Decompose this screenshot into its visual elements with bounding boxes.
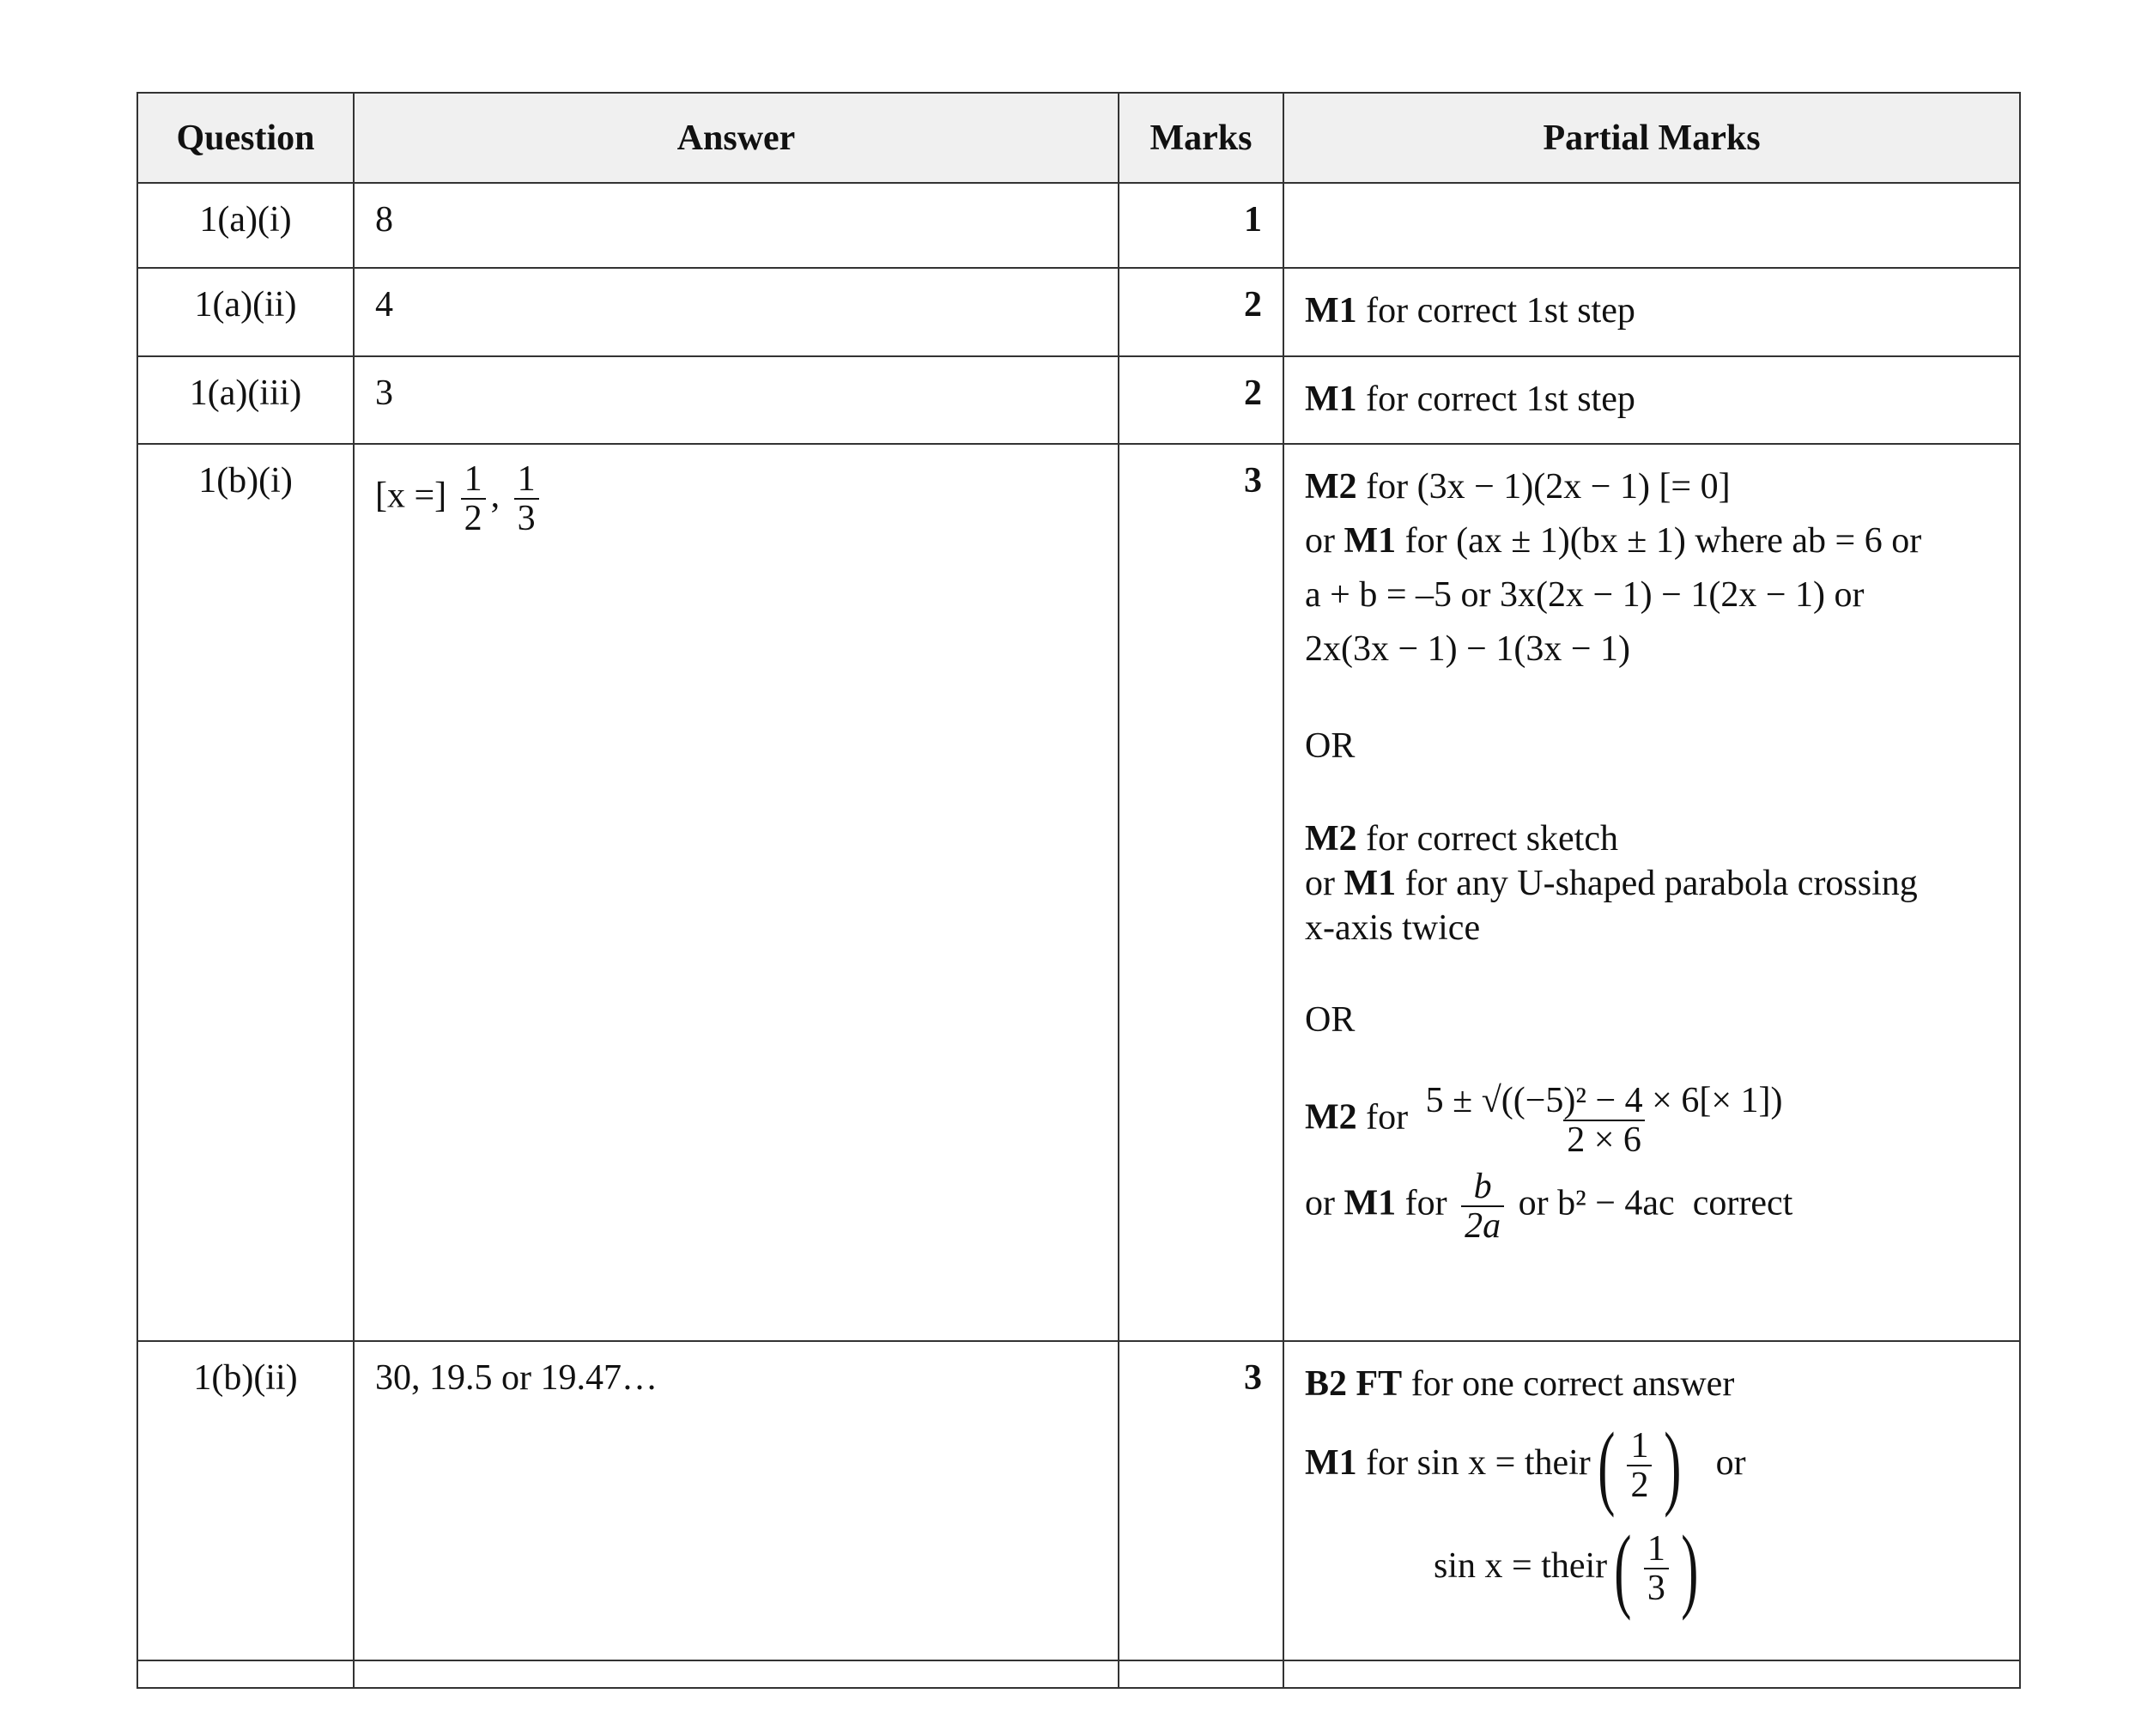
answer-cell: 4 — [354, 268, 1119, 356]
partial-marks-cell — [1283, 1341, 2020, 1660]
or-text: or — [1305, 521, 1335, 561]
answer-cell: 8 — [354, 183, 1119, 268]
mark-code: M1 — [1344, 521, 1397, 561]
or-text: or — [1715, 1443, 1746, 1483]
or-separator: OR — [1305, 726, 1356, 766]
marks-cell: 3 — [1119, 444, 1283, 1341]
mark-code: M1 — [1305, 379, 1357, 419]
fraction — [514, 460, 539, 537]
question-cell: 1(a)(iii) — [137, 356, 354, 444]
quadratic-formula — [1422, 1082, 1786, 1159]
partial-line: 2x(3x − 1) − 1(3x − 1) — [1305, 629, 1631, 669]
mark-code: M1 — [1344, 864, 1397, 903]
partial-line — [1305, 816, 2002, 861]
bracketed-fraction: ( $\frac{1}{3}$ ) — [1614, 1516, 1699, 1622]
fraction-numerator: 1 — [464, 459, 482, 499]
mark-code: M1 — [1305, 291, 1357, 331]
partial-line — [1305, 1514, 2002, 1622]
empty-cell — [354, 1660, 1119, 1688]
table-row — [137, 356, 2020, 444]
fraction-denominator: 2 — [1627, 1465, 1652, 1504]
question-cell: 1(a)(ii) — [137, 268, 354, 356]
partial-marks-cell — [1283, 444, 2020, 1341]
partial-text: correct — [1692, 1183, 1793, 1223]
marks-cell: 1 — [1119, 183, 1283, 268]
partial-text: for any U-shaped parabola crossing — [1404, 864, 1918, 903]
fraction-numerator: 1 — [1647, 1529, 1665, 1569]
question-cell: 1(a)(i) — [137, 183, 354, 268]
partial-marks-cell — [1283, 268, 2020, 356]
fraction — [1644, 1530, 1669, 1607]
marks-cell: 2 — [1119, 268, 1283, 356]
mark-code: M2 — [1305, 1097, 1357, 1138]
partial-line — [1305, 460, 2002, 514]
header-row — [137, 93, 2020, 183]
empty-cell — [1283, 1660, 2020, 1688]
fraction — [1627, 1427, 1652, 1504]
fraction-denominator: 2 — [461, 498, 486, 537]
empty-cell — [137, 1660, 354, 1688]
or-separator: OR — [1305, 1000, 1356, 1040]
partial-text: for correct sketch — [1366, 819, 1618, 859]
marks-cell: 3 — [1119, 1341, 1283, 1660]
or-text: or — [1305, 1183, 1335, 1223]
partial-line: x-axis twice — [1305, 908, 1481, 948]
fraction-numerator: 5 ± √((−5)² − 4 × 6[× 1]) — [1425, 1081, 1783, 1120]
partial-marks-cell — [1283, 356, 2020, 444]
partial-text: for one correct answer — [1410, 1364, 1735, 1404]
fraction-denominator: 2a — [1461, 1205, 1504, 1245]
table-row — [137, 444, 2020, 1341]
mark-code: M1 — [1344, 1183, 1397, 1223]
answer-cell: 30, 19.5 or 19.47… — [354, 1341, 1119, 1660]
fraction — [461, 460, 486, 537]
partial-text: for — [1404, 1183, 1447, 1223]
header-marks: Marks — [1119, 93, 1283, 183]
partial-text: for — [1366, 1097, 1409, 1138]
partial-line — [1305, 1168, 2002, 1245]
mark-code: M2 — [1305, 819, 1357, 859]
fraction-denominator: 2 × 6 — [1563, 1120, 1645, 1159]
table-row — [137, 183, 2020, 268]
answer-prefix: [x =] — [375, 476, 447, 516]
table-row-partial — [137, 1660, 2020, 1688]
partial-line — [1305, 1082, 2002, 1159]
header-answer: Answer — [354, 93, 1119, 183]
partial-line — [1305, 861, 2002, 906]
partial-marks-cell — [1283, 183, 2020, 268]
empty-cell — [1119, 1660, 1283, 1688]
partial-text: for correct 1st step — [1366, 379, 1635, 419]
fraction-numerator: b — [1473, 1167, 1492, 1207]
partial-text: for correct 1st step — [1366, 291, 1635, 331]
partial-text: sin x = their — [1434, 1546, 1608, 1586]
answer-cell — [354, 444, 1119, 1341]
fraction-numerator: 1 — [517, 459, 536, 499]
fraction-numerator: 1 — [1630, 1426, 1649, 1466]
mark-code: M1 — [1305, 1443, 1357, 1483]
fraction — [1461, 1168, 1504, 1245]
table-row — [137, 1341, 2020, 1660]
fraction-denominator: 3 — [514, 498, 539, 537]
fraction-denominator: 3 — [1644, 1568, 1669, 1607]
answer-cell: 3 — [354, 356, 1119, 444]
header-partial-marks: Partial Marks — [1283, 93, 2020, 183]
mark-scheme-table — [136, 92, 2021, 1689]
partial-text: for (ax ± 1)(bx ± 1) where ab = 6 or — [1404, 521, 1922, 561]
partial-text: for sin x = their — [1366, 1443, 1591, 1483]
partial-line — [1305, 514, 2002, 568]
bracketed-fraction: ( $\frac{1}{2}$ ) — [1598, 1413, 1682, 1519]
partial-line: a + b = –5 or 3x(2x − 1) − 1(2x − 1) or — [1305, 575, 1865, 615]
table-row — [137, 268, 2020, 356]
separator: , — [490, 476, 500, 516]
partial-text: or b² − 4ac — [1518, 1183, 1675, 1223]
or-text: or — [1305, 864, 1335, 903]
question-cell: 1(b)(ii) — [137, 1341, 354, 1660]
partial-line — [1305, 1357, 2002, 1411]
question-cell: 1(b)(i) — [137, 444, 354, 1341]
header-question: Question — [137, 93, 354, 183]
partial-text: for (3x − 1)(2x − 1) [= 0] — [1366, 467, 1731, 507]
mark-code: M2 — [1305, 467, 1357, 507]
partial-line — [1305, 1411, 2002, 1519]
mark-code: B2 FT — [1305, 1364, 1403, 1404]
marks-cell: 2 — [1119, 356, 1283, 444]
